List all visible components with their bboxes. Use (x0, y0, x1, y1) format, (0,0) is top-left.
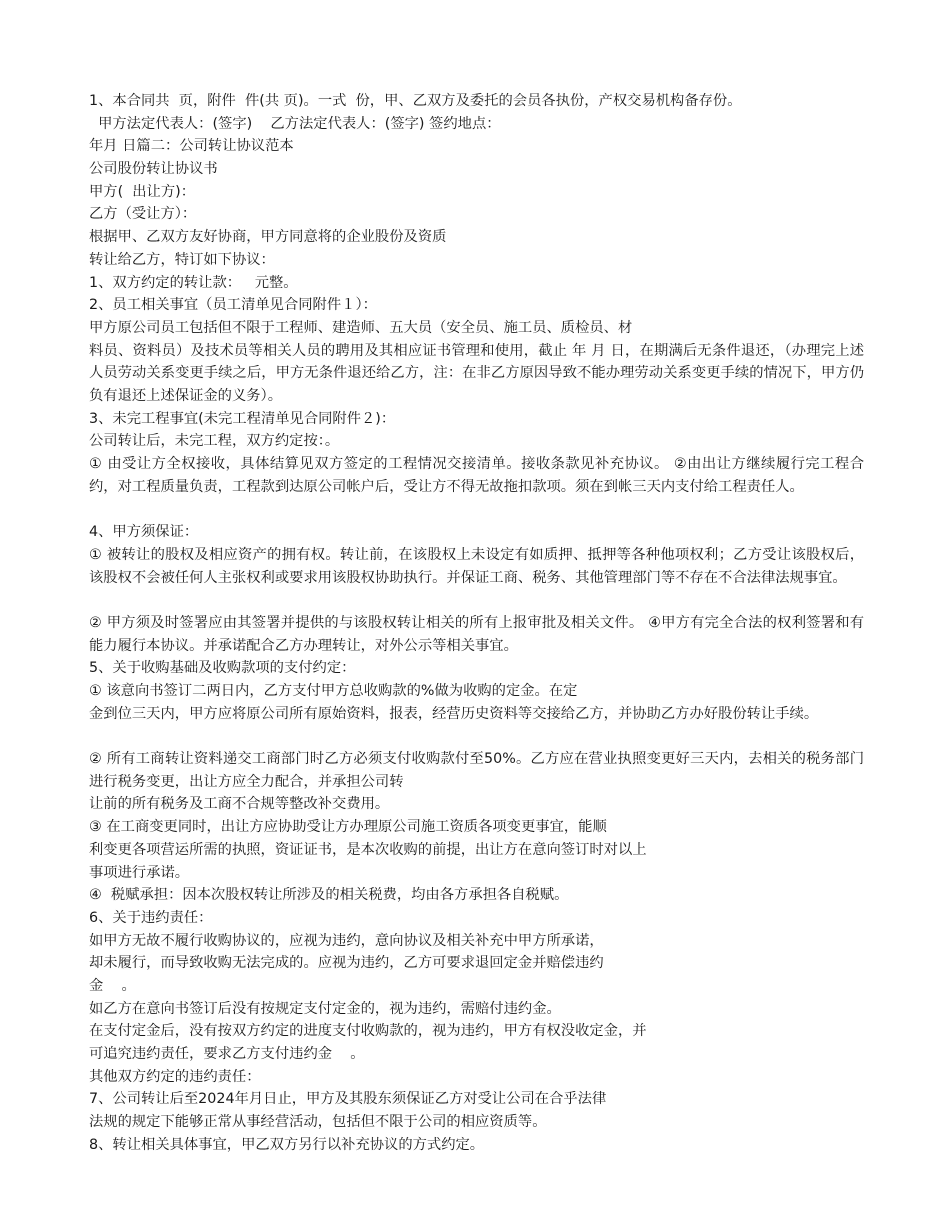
clause-6-line-5: 在支付定金后，没有按双方约定的进度支付收购款的，视为违约，甲方有权没收定金，并 (89, 1023, 647, 1040)
clause-8: 8、转让相关具体事宜，甲乙双方另行以补充协议的方式约定。 (89, 1136, 485, 1153)
clause-4-item-2: ② 甲方须及时签署应由其签署并提供的与该股权转让相关的所有上报审批及相关文件。 ④甲方有完全合法的权利签署和有能力履行本协议。并承诺配合乙方办理转让，对外公示等相关事宜。 (89, 614, 864, 654)
clause-3-intro: 公司转让后，未完工程，双方约定按：。 (89, 433, 340, 450)
signature-line: 甲方法定代表人：(签字) 乙方法定代表人：(签字) 签约地点： (89, 115, 501, 132)
clause-3-options-paragraph: ① 由受让方全权接收，具体结算见双方签定的工程情况交接清单。接收条款见补充协议。 ②由出让方继续履行完工程合约，对工程质量负责，工程款到达原公司帐户后，受让方不得无故拖扣款项。须在到帐三天内支付给工程责任人。 (89, 456, 864, 495)
clause-6-line-7: 其他双方约定的违约责任： (89, 1068, 261, 1085)
agreement-title: 公司股份转让协议书 (89, 161, 218, 178)
clause-6-heading: 6、关于违约责任： (89, 909, 213, 926)
clause-5-item-1-line-1: ① 该意向书签订二两日内，乙方支付甲方总收购款的%做为收购的定金。在定 (89, 682, 578, 699)
clause-6-line-1: 如甲方无故不履行收购协议的，应视为违约，意向协议及相关补充中甲方所承诺， (89, 932, 604, 949)
clause-3-heading: 3、未完工程事宜(未完工程清单见合同附件２)： (89, 410, 396, 427)
preamble-line-2: 转让给乙方，特订如下协议： (89, 251, 275, 268)
party-b-label: 乙方（受让方）： (89, 206, 197, 223)
clause-7-line-1: 7、公司转让后至2024年月日止，甲方及其股东须保证乙方对受让公司在合乎法律 (89, 1091, 607, 1108)
clause-2-text-paragraph: 料员、资料员）及技术员等相关人员的聘用及其相应证书管理和使用，截止 年 月 日，在期满后无条件退还，（办理完上述人员劳动关系变更手续之后，甲方无条件退还给乙方，注：在非乙方原因导致不能办理劳动关系变更手续的情况下，甲方仍负有退还上述保证金的义务）。 (89, 342, 864, 404)
party-a-label: 甲方( 出让方)： (89, 183, 196, 200)
clause-5-item-3-line-1: ③ 在工商变更同时，出让方应协助受让方办理原公司施工资质各项变更事宜，能顺 (89, 819, 607, 836)
clause-6-line-3: 金 。 (89, 977, 136, 994)
clause-5-item-3-line-2: 利变更各项营运所需的执照，资证证书，是本次收购的前提，出让方在意向签订时对以上 (89, 841, 647, 858)
clause-2-text-line-1: 甲方原公司员工包括但不限于工程师、建造师、五大员（安全员、施工员、质检员、材 (89, 319, 633, 336)
clause-4-heading: 4、甲方须保证： (89, 524, 199, 541)
preamble-line-1: 根据甲、乙双方友好协商，甲方同意将的企业股份及资质 (89, 229, 447, 246)
clause-5-item-3-line-3: 事项进行承诺。 (89, 864, 190, 881)
clause-5-item-1-paragraph: 金到位三天内，甲方应将原公司所有原始资料，报表，经营历史资料等交接给乙方，并协助乙方办好股份转让手续。 (89, 705, 819, 722)
clause-6-line-2: 却未履行，而导致收购无法完成的。应视为违约，乙方可要求退回定金并赔偿违约 (89, 955, 604, 972)
document-body (89, 90, 864, 1156)
clause-7-line-2: 法规的规定下能够正常从事经营活动，包括但不限于公司的相应资质等。 (89, 1114, 547, 1131)
clause-2-heading: 2、员工相关事宜（员工清单见合同附件１）： (89, 297, 377, 314)
clause-4-item-1: ① 被转让的股权及相应资产的拥有权。转让前，在该股权上未设定有如质押、抵押等各种他项权利；乙方受让该股权后，该股权不会被任何人主张权利或要求用该股权协助执行。并保证工商、税务、其他管理部门等不存在不合法律法规事宜。 (89, 546, 864, 586)
date-and-section-title: 年月 日篇二：公司转让协议范本 (89, 138, 294, 155)
clause-6-line-6: 可追究违约责任，要求乙方支付违约金 。 (89, 1046, 365, 1063)
clause-5-item-2-paragraph: ② 所有工商转让资料递交工商部门时乙方必须支付收购款付至50%。乙方应在营业执照变更好三天内，去相关的税务部门进行税务变更，出让方应全力配合，并承担公司转 (89, 751, 864, 790)
clause-1-transfer-price: 1、双方约定的转让款： 元整。 (89, 274, 298, 291)
clause-5-item-2-line-end: 让前的所有税务及工商不合规等整改补交费用。 (89, 796, 390, 813)
clause-6-line-4: 如乙方在意向书签订后没有按规定支付定金的，视为违约，需赔付违约金。 (89, 1000, 561, 1017)
clause-5-heading: 5、关于收购基础及收购款项的支付约定： (89, 660, 356, 677)
contract-copies-clause: 1、本合同共 页，附件 件(共 页)。一式 份，甲、乙双方及委托的会员各执份，产权交易机构备存份。 (89, 93, 742, 109)
clause-5-item-4: ④ 税赋承担：因本次股权转让所涉及的相关税费，均由各方承担各自税赋。 (89, 887, 569, 904)
